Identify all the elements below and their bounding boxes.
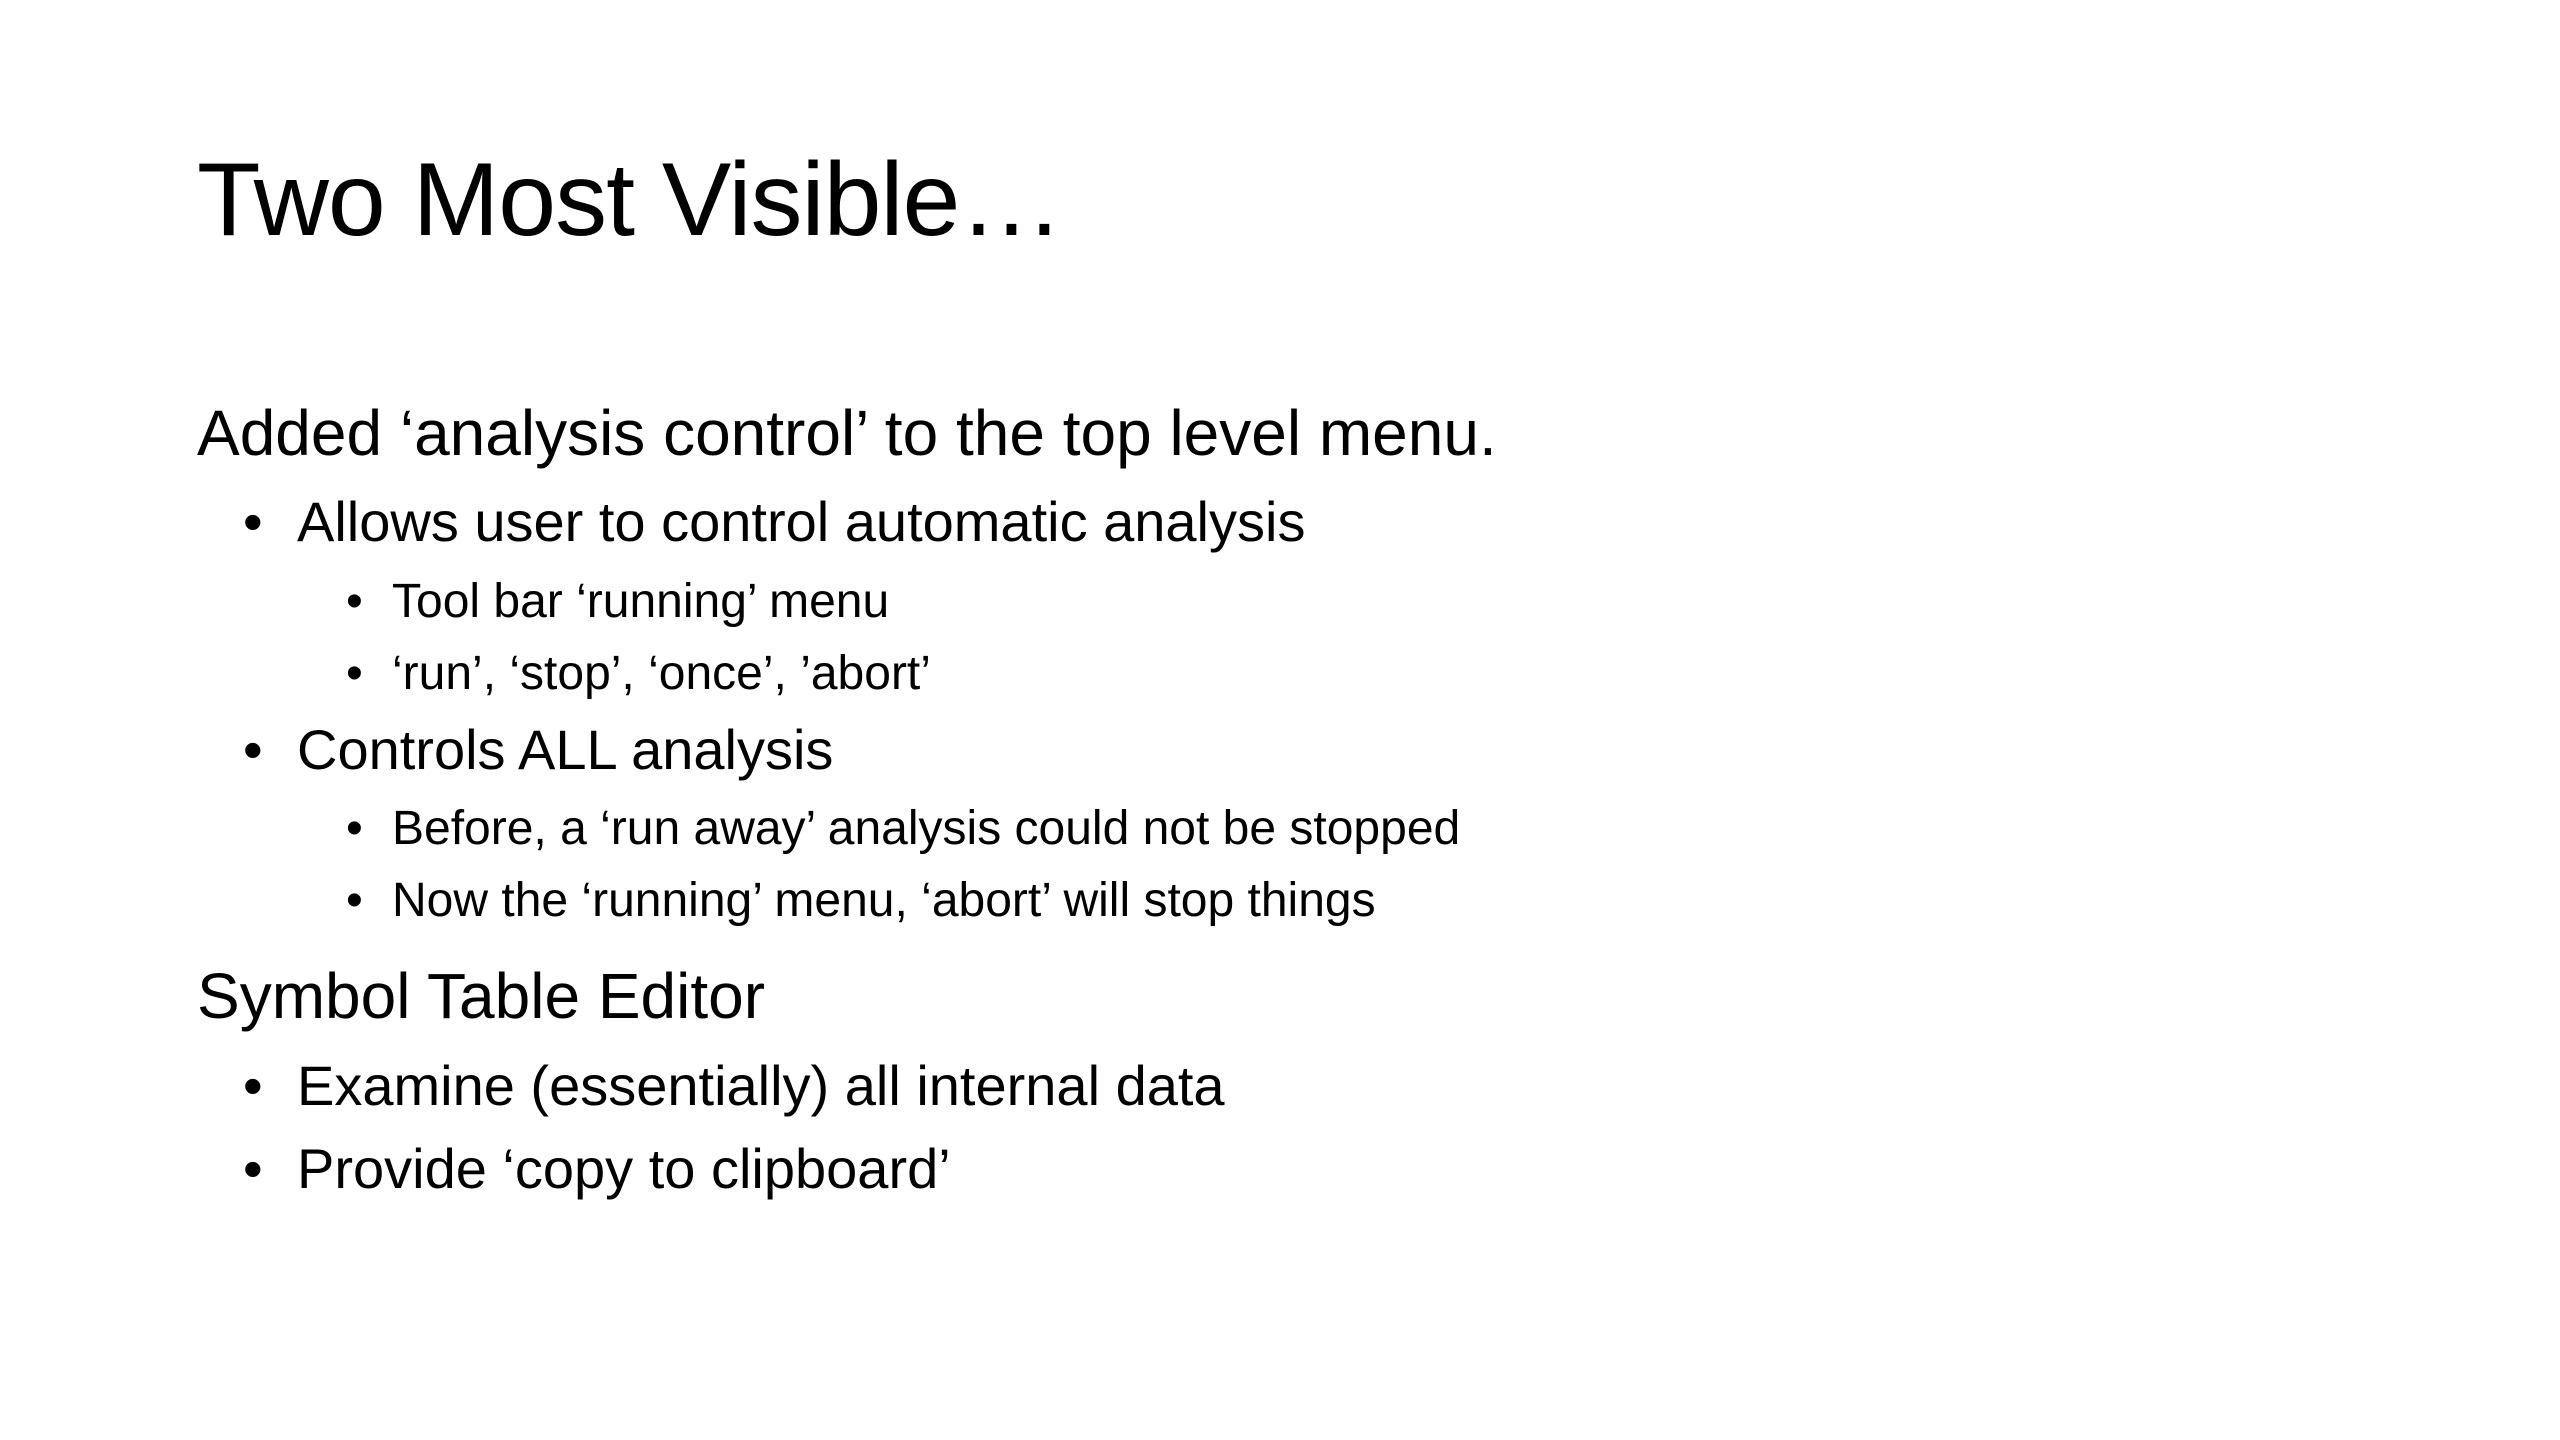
sub-bullet-text: Before, a ‘run away’ analysis could not be stopped	[392, 802, 1461, 855]
bullet-icon: •	[243, 490, 263, 553]
bullet-icon: •	[346, 874, 363, 927]
sub-bullet-item	[346, 802, 1461, 855]
bullet-text: Controls ALL analysis	[297, 718, 834, 781]
bullet-item	[243, 1137, 951, 1200]
bullet-icon: •	[243, 1137, 263, 1200]
bullet-item	[243, 1054, 1225, 1117]
section-heading-symbol-table-editor: Symbol Table Editor	[197, 960, 765, 1032]
bullet-text: Examine (essentially) all internal data	[297, 1054, 1225, 1117]
bullet-icon: •	[346, 647, 363, 700]
bullet-icon: •	[346, 802, 363, 855]
slide-title: Two Most Visible…	[197, 142, 1063, 258]
bullet-icon: •	[243, 718, 263, 781]
bullet-item	[243, 718, 834, 781]
sub-bullet-item	[346, 874, 1376, 927]
section-heading-analysis-control: Added ‘analysis control’ to the top level menu.	[197, 397, 1497, 469]
bullet-icon: •	[346, 575, 363, 628]
sub-bullet-item	[346, 575, 890, 628]
bullet-text: Provide ‘copy to clipboard’	[297, 1137, 951, 1200]
sub-bullet-text: Now the ‘running’ menu, ‘abort’ will stop things	[392, 874, 1376, 927]
bullet-item	[243, 490, 1306, 553]
sub-bullet-item	[346, 647, 931, 700]
bullet-text: Allows user to control automatic analysis	[297, 490, 1306, 553]
bullet-icon: •	[243, 1054, 263, 1117]
sub-bullet-text: ‘run’, ‘stop’, ‘once’, ’abort’	[392, 647, 931, 700]
sub-bullet-text: Tool bar ‘running’ menu	[392, 575, 890, 628]
